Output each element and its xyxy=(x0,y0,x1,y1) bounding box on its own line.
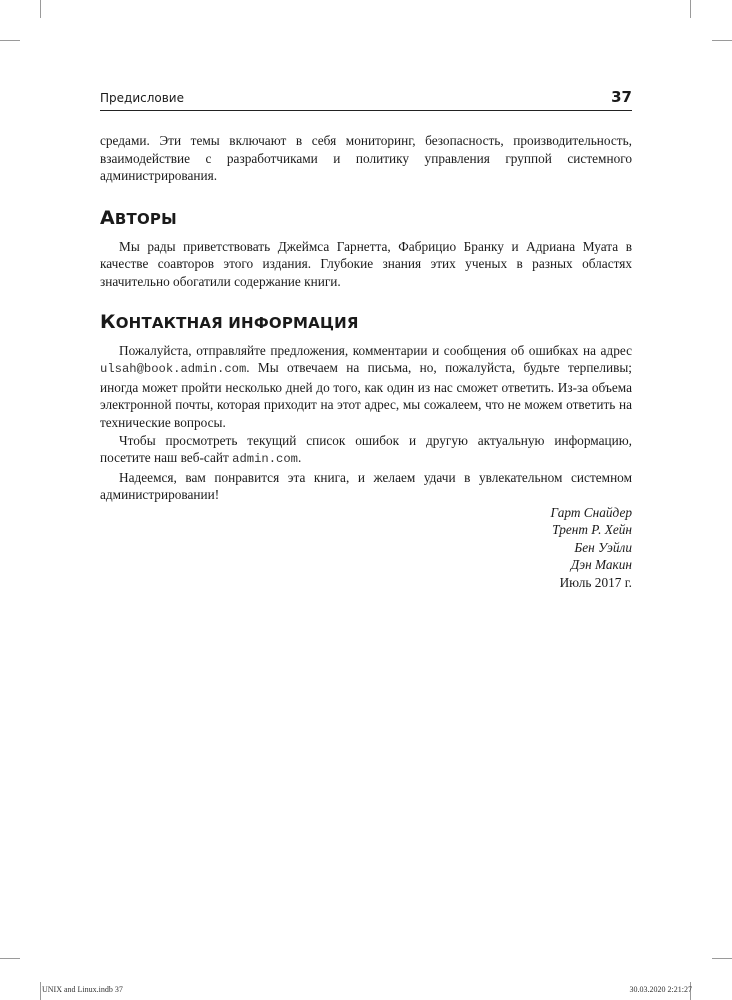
contact-heading-rest: ОНТАКТНАЯ ИНФОРМАЦИЯ xyxy=(115,313,359,332)
footer-file-info: UNIX and Linux.indb 37 xyxy=(42,985,123,994)
contact-p1-after: . Мы отвечаем на письма, но, пожалуйста, будьте терпеливы; иногда может пройти несколько дней до того, как один из нас сможет ответить. Из-за объема электронной почты, которая приходит на этот адрес, мы сожалеем, что не можем ответить на технические вопросы. xyxy=(100,360,632,430)
contact-p1-before: Пожалуйста, отправляйте предложения, комментарии и сообщения об ошибках на адрес xyxy=(119,342,632,358)
intro-paragraph: средами. Эти темы включают в себя мониторинг, безопасность, производительность, взаимодействие с разработчиками и политику управления группой системного администрирования. xyxy=(100,133,632,184)
signature-name: Трент Р. Хейн xyxy=(552,522,632,538)
signature-name: Гарт Снайдер xyxy=(550,504,632,520)
authors-heading-initial: А xyxy=(100,206,115,229)
contact-heading xyxy=(100,311,632,333)
crop-mark xyxy=(712,958,732,959)
authors-paragraph: Мы рады приветствовать Джеймса Гарнетта, Фабрицио Бранку и Адриана Муата в качестве соавторов этого издания. Глубокие знания этих ученых в разных областях значительно обогатили содержание книги. xyxy=(100,238,632,289)
crop-mark xyxy=(712,40,732,41)
contact-heading-initial: К xyxy=(100,310,116,333)
authors-heading xyxy=(100,207,632,229)
crop-mark xyxy=(40,982,41,1000)
footer-timestamp: 30.03.2020 2:21:27 xyxy=(629,985,692,994)
crop-mark xyxy=(0,40,20,41)
contact-paragraph-email xyxy=(100,342,632,432)
contact-p2-before: Чтобы просмотреть текущий список ошибок и другую актуальную информацию, посетите наш веб-сайт xyxy=(100,432,632,466)
crop-mark xyxy=(690,0,691,18)
signature-date: Июль 2017 г. xyxy=(559,574,632,590)
signature-name: Бен Уэйли xyxy=(574,539,632,555)
authors-heading-rest: ВТОРЫ xyxy=(114,209,177,228)
signature-block xyxy=(100,504,632,592)
contact-p2-after: . xyxy=(297,450,302,466)
crop-mark xyxy=(40,0,41,18)
page-number: 37 xyxy=(611,88,632,106)
email-address[interactable]: ulsah@book.admin.com xyxy=(100,362,247,377)
running-head xyxy=(100,90,632,111)
closing-paragraph: Надеемся, вам понравится эта книга, и желаем удачи в увлекательном системном администрировании! xyxy=(100,469,632,503)
website-link[interactable]: admin.com xyxy=(232,452,298,467)
contact-paragraph-website xyxy=(100,432,632,469)
crop-mark xyxy=(0,958,20,959)
signature-name: Дэн Макин xyxy=(570,557,632,573)
section-title: Предисловие xyxy=(100,91,184,105)
page-body xyxy=(100,132,632,591)
